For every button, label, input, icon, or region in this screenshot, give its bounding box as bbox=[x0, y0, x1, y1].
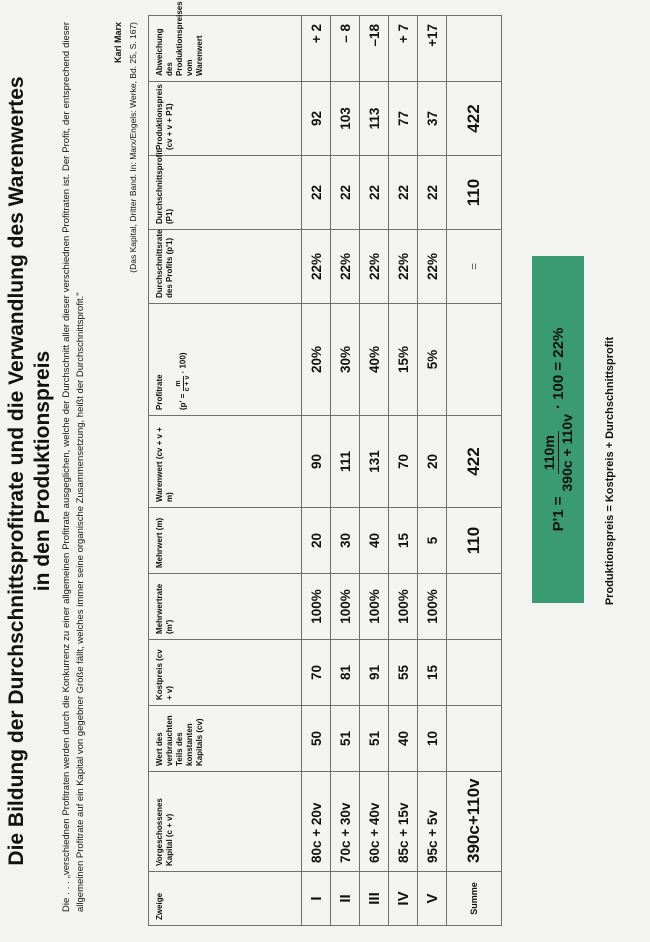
sum-empty-wert bbox=[447, 706, 502, 772]
table-row bbox=[360, 16, 389, 926]
cell-vorgeschossen: 80c + 20v bbox=[302, 772, 331, 872]
cell-zweig: II bbox=[331, 872, 360, 926]
profitrate-fraction-den: c + v bbox=[184, 375, 191, 392]
sum-label: Summe bbox=[447, 872, 502, 926]
header-produktionspreis: Produktionspreis (cv + v + P1) bbox=[149, 82, 302, 156]
cell-durchschnittsprofit: 22 bbox=[418, 156, 447, 230]
cell-durchschnittsprofit: 22 bbox=[331, 156, 360, 230]
average-profit-rate-formula bbox=[532, 256, 584, 603]
cell-vorgeschossen: 95c + 5v bbox=[418, 772, 447, 872]
cell-durchschnittsprofit: 22 bbox=[360, 156, 389, 230]
formula-fraction bbox=[541, 414, 576, 491]
cell-warenwert: 70 bbox=[389, 416, 418, 508]
production-price-definition: Produktionspreis = Kostpreis + Durchschnittsprofit bbox=[604, 336, 616, 606]
cell-kostpreis: 91 bbox=[360, 640, 389, 706]
profitrate-fraction-num: m bbox=[175, 376, 184, 392]
cell-warenwert: 90 bbox=[302, 416, 331, 508]
profitrate-formula-suffix: · 100) bbox=[178, 352, 188, 374]
cell-mehrwert: 5 bbox=[418, 508, 447, 574]
quote-author: Karl Marx bbox=[113, 22, 123, 64]
cell-durchschnittsrate: 22% bbox=[331, 230, 360, 304]
sum-warenwert: 422 bbox=[447, 416, 502, 508]
formula-rhs: · 100 = 22% bbox=[549, 327, 567, 409]
cell-kostpreis: 81 bbox=[331, 640, 360, 706]
sum-row bbox=[447, 16, 502, 926]
table-row bbox=[302, 16, 331, 926]
header-mehrwert: Mehrwert (m) bbox=[149, 508, 302, 574]
cell-mehrwertrate: 100% bbox=[418, 574, 447, 640]
cell-mehrwert: 15 bbox=[389, 508, 418, 574]
cell-vorgeschossen: 85c + 15v bbox=[389, 772, 418, 872]
cell-durchschnittsrate: 22% bbox=[302, 230, 331, 304]
table-row bbox=[389, 16, 418, 926]
formula-numerator: 110m bbox=[541, 431, 559, 474]
cell-abweichung: + 7 bbox=[389, 16, 418, 82]
cell-zweig: III bbox=[360, 872, 389, 926]
cell-profitrate: 15% bbox=[389, 304, 418, 416]
cell-mehrwertrate: 100% bbox=[331, 574, 360, 640]
formula-denominator: 390c + 110v bbox=[558, 414, 575, 492]
header-row bbox=[149, 16, 302, 926]
header-warenwert: Warenwert (cv + v + m) bbox=[149, 416, 302, 508]
formula-lhs: P'1 = bbox=[549, 496, 567, 532]
cell-produktionspreis: 92 bbox=[302, 82, 331, 156]
header-profitrate bbox=[149, 304, 302, 416]
header-kostpreis: Kostpreis (cv + v) bbox=[149, 640, 302, 706]
header-mehrwertrate: Mehrwertrate (m') bbox=[149, 574, 302, 640]
cell-durchschnittsrate: 22% bbox=[418, 230, 447, 304]
cell-produktionspreis: 103 bbox=[331, 82, 360, 156]
header-durchschnittsprofit: Durchschnittsprofit (P1) bbox=[149, 156, 302, 230]
cell-durchschnittsrate: 22% bbox=[389, 230, 418, 304]
sum-equals-1: = bbox=[447, 230, 502, 304]
cell-profitrate: 5% bbox=[418, 304, 447, 416]
value-table bbox=[148, 1, 502, 926]
table-row bbox=[331, 16, 360, 926]
sum-empty-mehrwertrate bbox=[447, 574, 502, 640]
cell-zweig: V bbox=[418, 872, 447, 926]
cell-abweichung: – 8 bbox=[331, 16, 360, 82]
sum-mehrwert: 110 bbox=[447, 508, 502, 574]
cell-durchschnittsprofit: 22 bbox=[302, 156, 331, 230]
cell-kostpreis: 55 bbox=[389, 640, 418, 706]
cell-wert: 50 bbox=[302, 706, 331, 772]
quote-source: (Das Kapital, Dritter Band. In: Marx/Engels: Werke, Bd. 25, S. 167) bbox=[128, 22, 138, 273]
header-vorgeschossen: Vorgeschossenes Kapital (c + v) bbox=[149, 772, 302, 872]
cell-abweichung: –18 bbox=[360, 16, 389, 82]
cell-vorgeschossen: 70c + 30v bbox=[331, 772, 360, 872]
cell-mehrwertrate: 100% bbox=[302, 574, 331, 640]
cell-wert: 10 bbox=[418, 706, 447, 772]
cell-abweichung: +17 bbox=[418, 16, 447, 82]
cell-kostpreis: 15 bbox=[418, 640, 447, 706]
cell-produktionspreis: 37 bbox=[418, 82, 447, 156]
marx-quote: Die . . . „verschiednen Profitraten werden durch die Konkurrenz zu einer allgemeinen Profitrate ausgeglichen, welche der Durchschnitt aller dieser verschiednen Profitraten ist. Der Profit, der entsprechend dieser allgemeinen Profitrate auf ein Kapital von gegebner Größe fällt, welches immer seine organische Zusammensetzung, heißt der Durchschnittsprofit." bbox=[61, 22, 86, 912]
title-line-1: Die Bildung der Durchschnittsprofitrate und die Verwandlung des Warenwertes bbox=[5, 76, 28, 866]
cell-profitrate: 40% bbox=[360, 304, 389, 416]
cell-produktionspreis: 77 bbox=[389, 82, 418, 156]
cell-mehrwertrate: 100% bbox=[360, 574, 389, 640]
cell-vorgeschossen: 60c + 40v bbox=[360, 772, 389, 872]
header-abweichung: Abweichung des Produktionspreises vom Warenwert bbox=[149, 16, 302, 82]
header-zweige: Zweige bbox=[149, 872, 302, 926]
sum-empty-kostpreis bbox=[447, 640, 502, 706]
cell-durchschnittsrate: 22% bbox=[360, 230, 389, 304]
table-row bbox=[418, 16, 447, 926]
cell-mehrwert: 40 bbox=[360, 508, 389, 574]
profitrate-fraction bbox=[175, 376, 192, 392]
profitrate-formula-prefix: (p' = bbox=[178, 393, 188, 410]
sum-vorgeschossen: 390c+110v bbox=[447, 772, 502, 872]
cell-abweichung: + 2 bbox=[302, 16, 331, 82]
cell-zweig: IV bbox=[389, 872, 418, 926]
cell-wert: 40 bbox=[389, 706, 418, 772]
sum-empty-abweichung bbox=[447, 16, 502, 82]
sum-empty-profitrate bbox=[447, 304, 502, 416]
cell-profitrate: 20% bbox=[302, 304, 331, 416]
cell-kostpreis: 70 bbox=[302, 640, 331, 706]
header-durchschnittsrate: Durchschnittsrate des Profits (p'1) bbox=[149, 230, 302, 304]
cell-durchschnittsprofit: 22 bbox=[389, 156, 418, 230]
cell-warenwert: 111 bbox=[331, 416, 360, 508]
cell-warenwert: 131 bbox=[360, 416, 389, 508]
cell-produktionspreis: 113 bbox=[360, 82, 389, 156]
cell-wert: 51 bbox=[331, 706, 360, 772]
cell-mehrwert: 30 bbox=[331, 508, 360, 574]
title-line-2: in den Produktionspreis bbox=[31, 350, 54, 592]
cell-profitrate: 30% bbox=[331, 304, 360, 416]
header-profitrate-label: Profitrate bbox=[155, 374, 164, 410]
cell-mehrwertrate: 100% bbox=[389, 574, 418, 640]
cell-mehrwert: 20 bbox=[302, 508, 331, 574]
sum-durchschnittsprofit: 110 bbox=[447, 156, 502, 230]
sum-produktionspreis: 422 bbox=[447, 82, 502, 156]
cell-zweig: I bbox=[302, 872, 331, 926]
cell-warenwert: 20 bbox=[418, 416, 447, 508]
header-wert-verbraucht: Wert des verbrauchten Teils des konstanten Kapitals (cv) bbox=[149, 706, 302, 772]
cell-wert: 51 bbox=[360, 706, 389, 772]
